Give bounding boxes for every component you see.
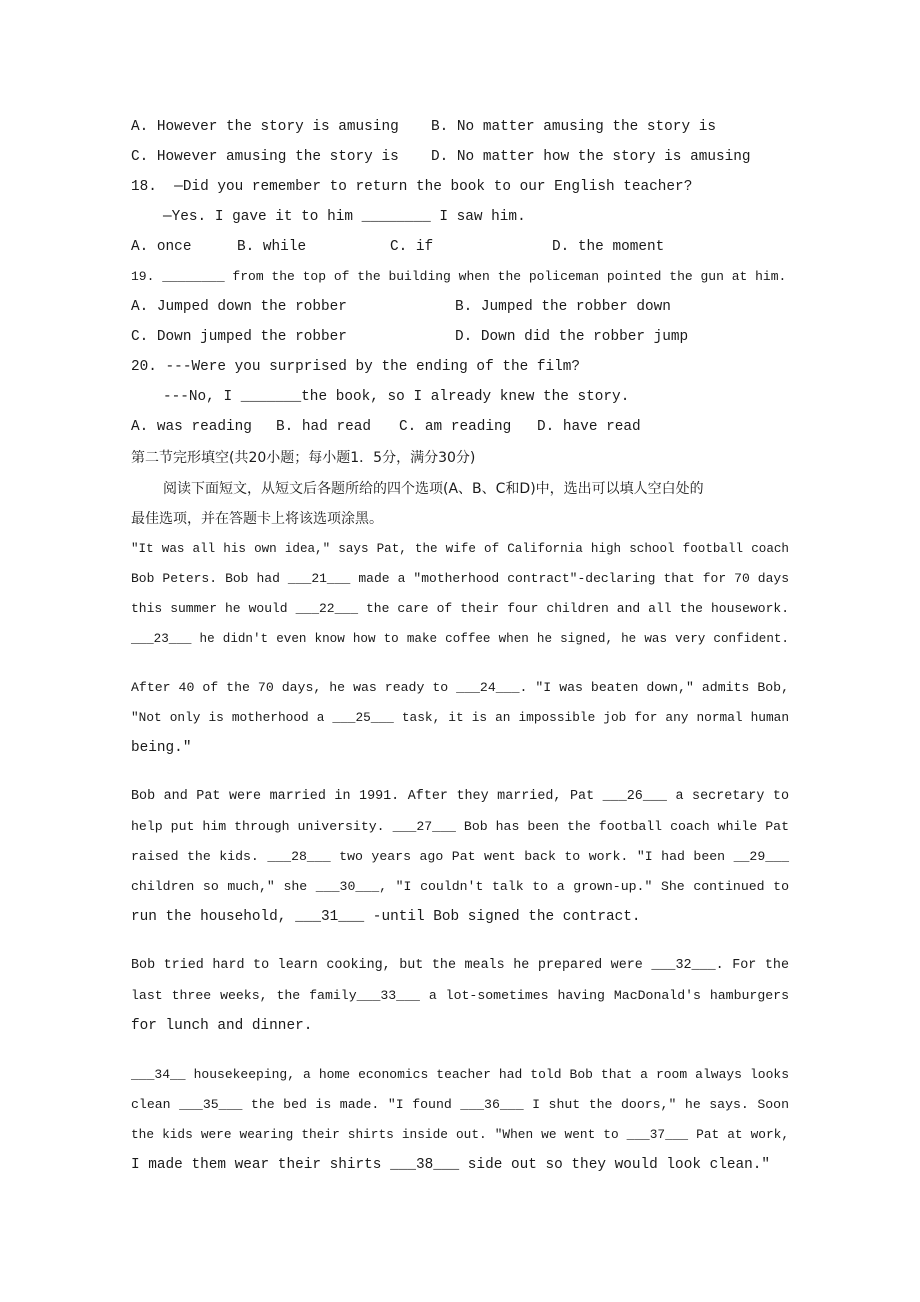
q17-option-c: C. However amusing the story is — [131, 149, 399, 165]
passage-p1-line2: Bob Peters. Bob had ___21___ made a "motherhood contract"-declaring that for 70 days — [131, 571, 789, 586]
q19-option-a: A. Jumped down the robber — [131, 299, 347, 315]
passage-p3-line5: run the household, ___31___ -until Bob signed the contract. — [131, 909, 641, 925]
passage-p1-line4: ___23___ he didn't even know how to make coffee when he signed, he was very confident. — [131, 632, 789, 646]
q18-option-b: B. while — [237, 239, 307, 255]
q19-option-c: C. Down jumped the robber — [131, 329, 347, 345]
q20-option-d: D. have read — [537, 419, 641, 435]
q18-reply: —Yes. I gave it to him ________ I saw him. — [163, 209, 526, 225]
passage-p2-line2: "Not only is motherhood a ___25___ task, it is an impossible job for any normal human — [131, 710, 789, 725]
q17-option-d: D. No matter how the story is amusing — [431, 149, 751, 165]
passage-p1-line3: this summer he would ___22___ the care of their four children and all the housework. — [131, 601, 789, 616]
passage-p4-line3: for lunch and dinner. — [131, 1018, 313, 1034]
passage-p3-line4: children so much," she ___30___, "I couldn't talk to a grown-up." She continued to — [131, 879, 789, 894]
q19-option-b: B. Jumped the robber down — [455, 299, 671, 315]
section-instruction-line2: 最佳选项，并在答题卡上将该选项涂黑。 — [131, 511, 383, 527]
passage-p5-line1: ___34__ housekeeping, a home economics teacher had told Bob that a room always looks — [131, 1067, 789, 1082]
passage-p4-line1: Bob tried hard to learn cooking, but the meals he prepared were ___32___. For the — [131, 958, 789, 973]
section-heading: 第二节完形填空(共20小题；每小题1．5分，满分30分) — [131, 450, 476, 466]
passage-p3-line2: help put him through university. ___27___ Bob has been the football coach while Pat — [131, 819, 789, 834]
passage-p5-line4: I made them wear their shirts ___38___ side out so they would look clean." — [131, 1157, 771, 1173]
section-instruction-line1: 阅读下面短文，从短文后各题所给的四个选项(A、B、C和D)中，选出可以填人空白处的 — [163, 481, 704, 497]
q18-option-d: D. the moment — [552, 239, 665, 255]
q18-stem: 18. —Did you remember to return the book to our English teacher? — [131, 179, 693, 195]
q20-reply: ---No, I _______the book, so I already knew the story. — [163, 389, 630, 405]
passage-p4-line2: last three weeks, the family___33___ a lot-sometimes having MacDonald's hamburgers — [131, 988, 789, 1003]
passage-p3-line1: Bob and Pat were married in 1991. After they married, Pat ___26___ a secretary to — [131, 789, 789, 804]
passage-p5-line2: clean ___35___ the bed is made. "I found ___36___ I shut the doors," he says. Soon — [131, 1097, 789, 1112]
passage-p2-line3: being." — [131, 740, 192, 756]
q20-option-b: B. had read — [276, 419, 371, 435]
q18-option-a: A. once — [131, 239, 192, 255]
q20-stem: 20. ---Were you surprised by the ending of the film? — [131, 359, 581, 375]
q19-stem: 19. ________ from the top of the building when the policeman pointed the gun at him. — [131, 269, 787, 284]
passage-p5-line3: the kids were wearing their shirts inside out. "When we went to ___37___ Pat at work, — [131, 1127, 789, 1142]
q20-option-c: C. am reading — [399, 419, 512, 435]
q17-option-b: B. No matter amusing the story is — [431, 119, 716, 135]
passage-p3-line3: raised the kids. ___28___ two years ago Pat went back to work. "I had been __29___ — [131, 849, 789, 864]
passage-p1-line1: "It was all his own idea," says Pat, the wife of California high school football coach — [131, 542, 789, 556]
q18-option-c: C. if — [390, 239, 434, 255]
q19-option-d: D. Down did the robber jump — [455, 329, 689, 345]
q20-option-a: A. was reading — [131, 419, 252, 435]
passage-p2-line1: After 40 of the 70 days, he was ready to ___24___. "I was beaten down," admits Bob, — [131, 680, 789, 695]
q17-option-a: A. However the story is amusing — [131, 119, 399, 135]
